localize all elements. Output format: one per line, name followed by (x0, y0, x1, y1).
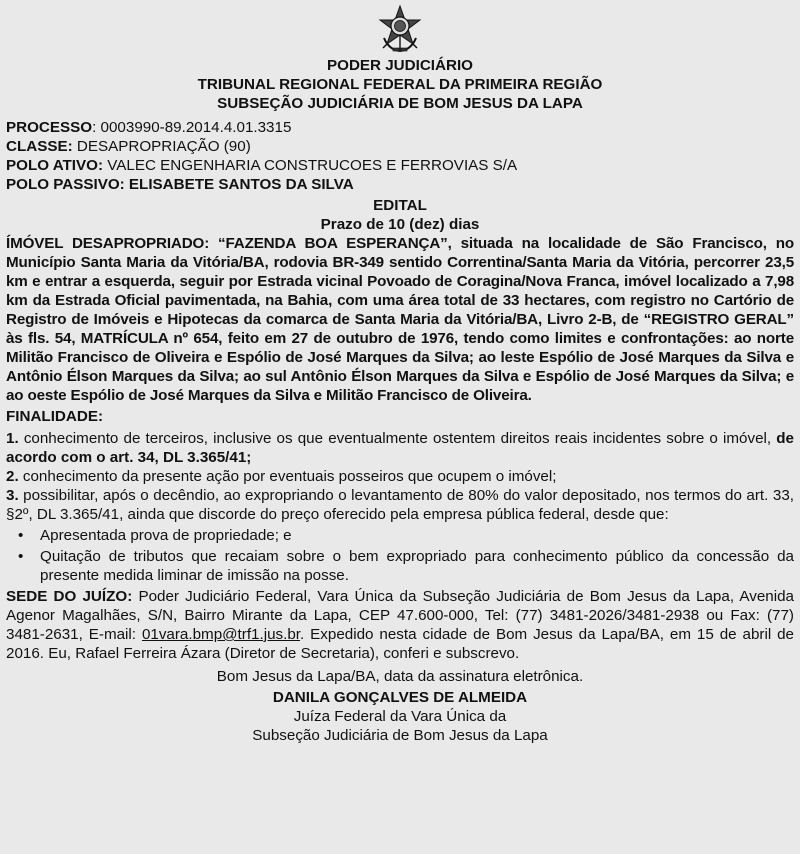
signature-block (6, 688, 794, 745)
header-line-1: PODER JUDICIÁRIO (327, 57, 473, 74)
finalidade-item-1 (6, 429, 794, 467)
item-2-text: conhecimento da presente ação por eventuais posseiros que ocupem o imóvel; (18, 468, 557, 485)
sede-label: SEDE DO JUÍZO: (6, 588, 133, 605)
bullet-icon: • (18, 548, 24, 565)
bullet-text-2: Quitação de tributos que recaiam sobre o bem expropriado para conhecimento público da concessão da presente medida liminar de imissão na posse. (40, 548, 794, 584)
signer-role-1: Juíza Federal da Vara Única da (293, 708, 507, 725)
classe-line (6, 137, 794, 156)
item-1-number: 1. (6, 430, 19, 447)
list-item (6, 547, 794, 585)
polo-ativo-line (6, 156, 794, 175)
court-header (6, 56, 794, 113)
finalidade-item-2 (6, 467, 794, 486)
finalidade-item-3 (6, 486, 794, 524)
item-1-text: conhecimento de terceiros, inclusive os que eventualmente ostentem direitos reais incidentes sobre o imóvel, (18, 430, 777, 447)
finalidade-label: FINALIDADE: (6, 408, 104, 425)
item-3-number: 3. (6, 487, 19, 504)
header-line-2: TRIBUNAL REGIONAL FEDERAL DA PRIMEIRA REGIÃO (197, 76, 603, 93)
edital-prazo: Prazo de 10 (dez) dias (320, 216, 480, 233)
signer-name: DANILA GONÇALVES DE ALMEIDA (272, 689, 528, 706)
conditions-list (6, 526, 794, 585)
polo-ativo-value: VALEC ENGENHARIA CONSTRUCOES E FERROVIAS S/A (103, 157, 518, 174)
processo-line (6, 118, 794, 137)
signer-role-2: Subseção Judiciária de Bom Jesus da Lapa (252, 727, 548, 744)
item-1-bold: de acordo com o art. 34, DL 3.365/41; (6, 430, 794, 466)
imovel-description: ÍMÓVEL DESAPROPRIADO: “FAZENDA BOA ESPERANÇA”, situada na localidade de São Francisco, no Município Santa Maria da Vitória/BA, rodovia BR-349 sentido Correntina/Santa Maria da Vitória, percorrer 23,5 km e entrar a esquerda, seguir por Estrada vicinal Povoado de Coragina/Nova Franca, imóvel localizado a 7,98 km da Estrada Oficial pavimentada, na Bahia, com uma área total de 33 hectares, com registro no Cartório de Registro de Imóveis e Hipotecas da comarca de Santa Maria da Vitória/BA, Livro 2-B, de “REGISTRO GERAL” às fls. 54, MATRÍCULA nº 654, feito em 27 de outubro de 1976, tendo como limites e confrontações: ao norte Militão Francisco de Oliveira e Espólio de José Marques da Silva; ao leste Espólio de José Marques da Silva e Antônio Élson Marques da Silva; ao sul Antônio Élson Marques da Silva e Espólio de José Marques da Silva; e ao oeste Espólio de José Marques da Silva e Militão Francisco de Oliveira. (6, 235, 794, 404)
header-line-3: SUBSEÇÃO JUDICIÁRIA DE BOM JESUS DA LAPA (217, 95, 583, 112)
bullet-text-1: Apresentada prova de propriedade; e (40, 527, 292, 544)
brazil-coat-of-arms-icon (375, 4, 425, 54)
item-3-text: possibilitar, após o decêndio, ao expropriando o levantamento de 80% do valor depositado, nos termos do art. 33, §2º, DL 3.365/41, ainda que discorde do preço oferecido pela empresa pública federal, desde que: (6, 487, 794, 523)
edital-page (0, 4, 800, 854)
polo-passivo-line: POLO PASSIVO: ELISABETE SANTOS DA SILVA (6, 176, 354, 193)
place-date: Bom Jesus da Lapa/BA, data da assinatura eletrônica. (216, 668, 584, 685)
processo-value: : 0003990-89.2014.4.01.3315 (92, 119, 292, 136)
polo-ativo-label: POLO ATIVO: (6, 157, 104, 174)
email-link[interactable]: 01vara.bmp@trf1.jus.br (141, 626, 301, 643)
list-item (6, 526, 794, 545)
item-2-number: 2. (6, 468, 19, 485)
sede-paragraph (6, 587, 794, 663)
classe-label: CLASSE: (6, 138, 73, 155)
sede-text: Poder Judiciário Federal, Vara Única da Subseção Judiciária de Bom Jesus da Lapa, Avenida Agenor Magalhães, S/N, Bairro Mirante da Lapa, CEP 47.600-000, Tel: (77) 3481-2026/3481-2938 ou Fax: (77) 3481-2631, E-mail: (6, 588, 794, 643)
classe-value: DESAPROPRIAÇÃO (90) (72, 138, 251, 155)
edital-title: EDITAL (373, 197, 427, 214)
bullet-icon: • (18, 527, 24, 544)
processo-label: PROCESSO (6, 119, 93, 136)
case-metadata (6, 118, 794, 194)
sede-text-end: . Expedido nesta cidade de Bom Jesus da Lapa/BA, em 15 de abril de 2016. Eu, Rafael Ferreira Ázara (Diretor de Secretaria), conferi e subscrevo. (6, 626, 794, 662)
